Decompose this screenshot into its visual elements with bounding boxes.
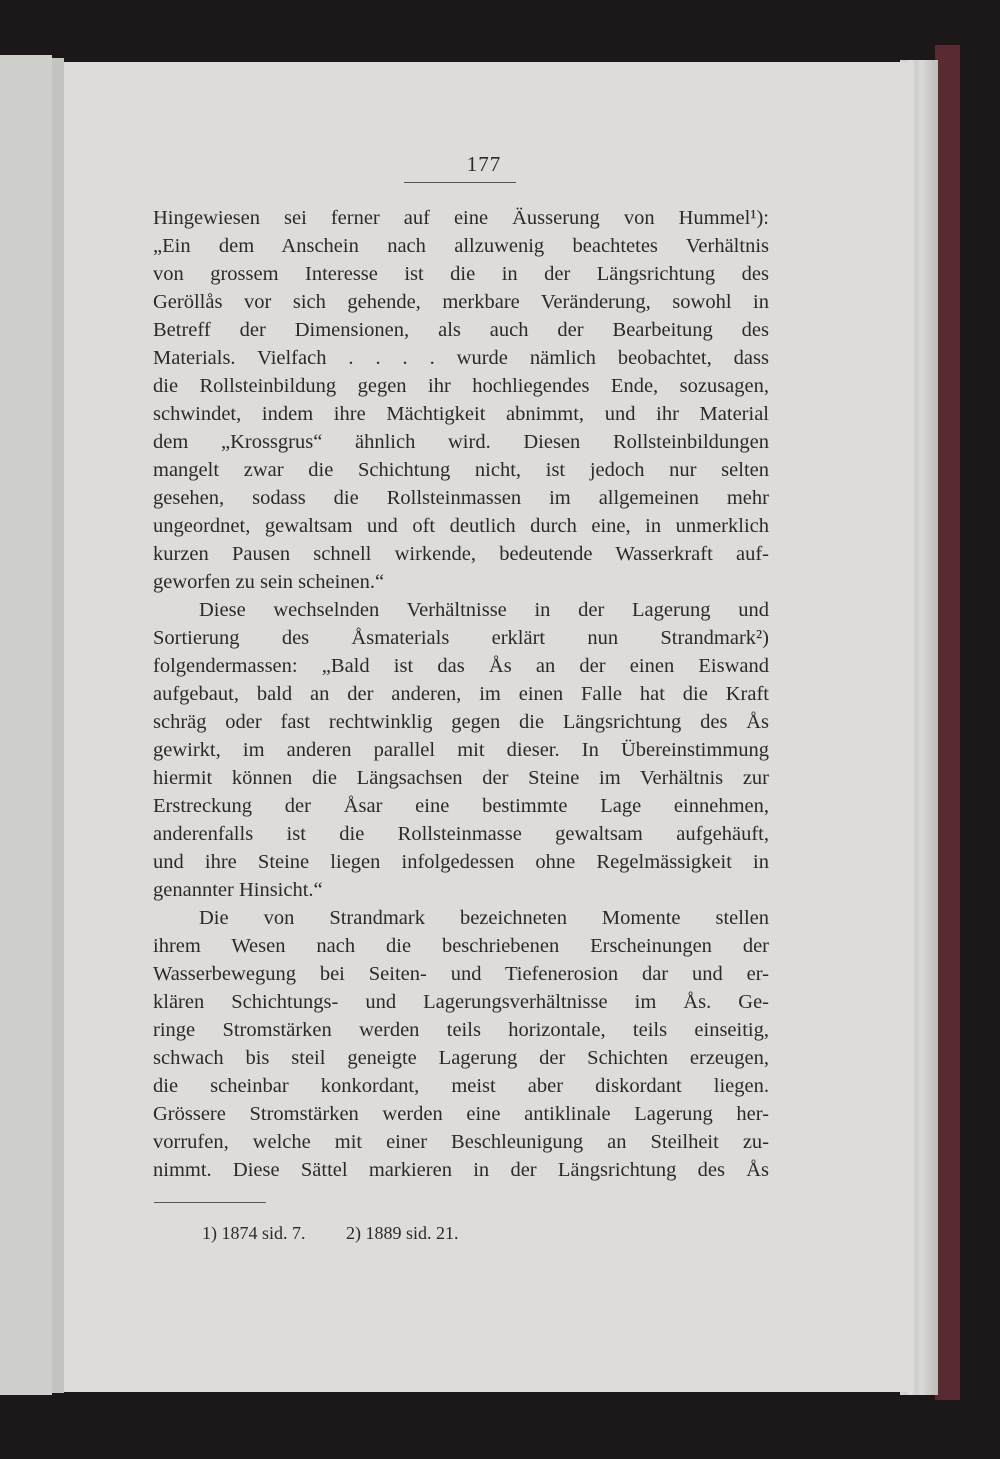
text-line: Die von Strandmark bezeichneten Momente stellen — [199, 907, 769, 929]
text-line: von grossem Interesse ist die in der Längsrichtung des — [153, 263, 769, 285]
text-line: Geröllås vor sich gehende, merkbare Veränderung, sowohl in — [153, 291, 769, 313]
footnotes — [202, 1220, 495, 1246]
footnote-rule — [154, 1202, 266, 1203]
header-rule — [404, 182, 516, 183]
text-line: Hingewiesen sei ferner auf eine Äusserung von Hummel¹): — [153, 207, 769, 229]
text-line: gewirkt, im anderen parallel mit dieser. In Übereinstimmung — [153, 739, 769, 761]
text-line: ihrem Wesen nach die beschriebenen Erscheinungen der — [153, 935, 769, 957]
text-line: Erstreckung der Åsar eine bestimmte Lage einnehmen, — [153, 795, 769, 817]
footnote-1: 1) 1874 sid. 7. — [202, 1223, 306, 1243]
text-line: schwindet, indem ihre Mächtigkeit abnimmt, und ihr Material — [153, 403, 769, 425]
text-line: die scheinbar konkordant, meist aber diskordant liegen. — [153, 1075, 769, 1097]
text-line: Sortierung des Åsmaterials erklärt nun Strandmark²) — [153, 627, 769, 649]
text-line: und ihre Steine liegen infolgedessen ohne Regelmässigkeit in — [153, 851, 769, 873]
text-line: schräg oder fast rechtwinklig gegen die Längsrichtung des Ås — [153, 711, 769, 733]
text-line: Betreff der Dimensionen, als auch der Bearbeitung des — [153, 319, 769, 341]
text-line: mangelt zwar die Schichtung nicht, ist jedoch nur selten — [153, 459, 769, 481]
text-line: kurzen Pausen schnell wirkende, bedeutende Wasserkraft auf- — [153, 543, 769, 565]
text-line: ringe Stromstärken werden teils horizontale, teils einseitig, — [153, 1019, 769, 1041]
previous-page-edge — [0, 55, 52, 1395]
text-line: klären Schichtungs- und Lagerungsverhältnisse im Ås. Ge- — [153, 991, 769, 1013]
text-line: genannter Hinsicht.“ — [153, 879, 323, 901]
text-line: Materials. Vielfach . . . . wurde nämlich beobachtet, dass — [153, 347, 769, 369]
text-line: die Rollsteinbildung gegen ihr hochliegendes Ende, sozusagen, — [153, 375, 769, 397]
page-number: 177 — [466, 152, 502, 176]
text-line: hiermit können die Längsachsen der Steine im Verhältnis zur — [153, 767, 769, 789]
text-line: ungeordnet, gewaltsam und oft deutlich durch eine, in unmerklich — [153, 515, 769, 537]
text-line: vorrufen, welche mit einer Beschleunigung an Steilheit zu- — [153, 1131, 769, 1153]
text-line: nimmt. Diese Sättel markieren in der Längsrichtung des Ås — [153, 1159, 769, 1181]
book-cover-edge — [935, 45, 960, 1400]
text-line: gesehen, sodass die Rollsteinmassen im allgemeinen mehr — [153, 487, 769, 509]
text-line: Diese wechselnden Verhältnisse in der Lagerung und — [199, 599, 769, 621]
text-line: Grössere Stromstärken werden eine antiklinale Lagerung her- — [153, 1103, 769, 1125]
book-page — [64, 62, 914, 1392]
text-line: dem „Krossgrus“ ähnlich wird. Diesen Rollsteinbildungen — [153, 431, 769, 453]
footnote-2: 2) 1889 sid. 21. — [346, 1223, 459, 1243]
text-line: geworfen zu sein scheinen.“ — [153, 571, 385, 593]
text-line: anderenfalls ist die Rollsteinmasse gewaltsam aufgehäuft, — [153, 823, 769, 845]
book-gutter — [52, 58, 64, 1393]
text-line: „Ein dem Anschein nach allzuwenig beachtetes Verhältnis — [153, 235, 769, 257]
text-line: schwach bis steil geneigte Lagerung der Schichten erzeugen, — [153, 1047, 769, 1069]
text-line: folgendermassen: „Bald ist das Ås an der einen Eiswand — [153, 655, 769, 677]
text-line: aufgebaut, bald an der anderen, im einen Falle hat die Kraft — [153, 683, 769, 705]
text-line: Wasserbewegung bei Seiten- und Tiefenerosion dar und er- — [153, 963, 769, 985]
